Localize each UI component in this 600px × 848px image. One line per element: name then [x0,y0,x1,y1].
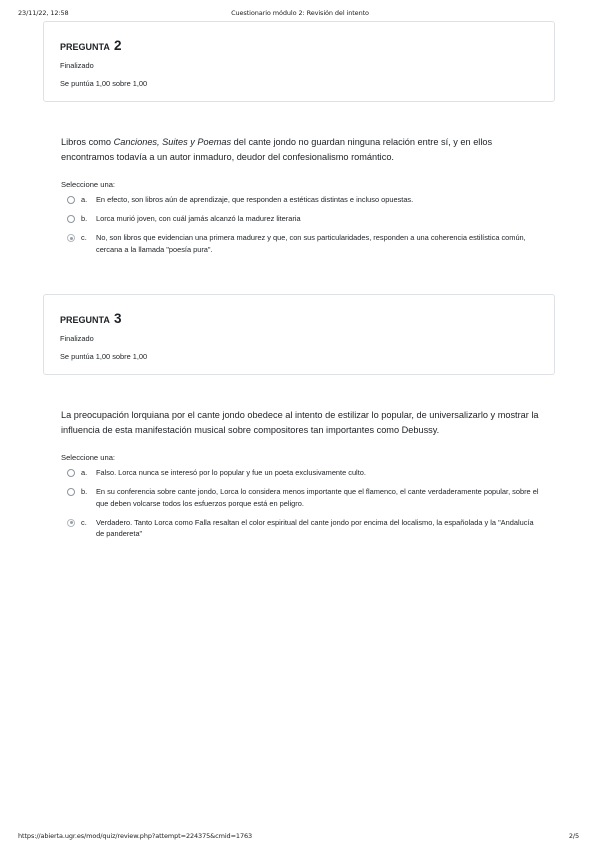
option-letter: c. [81,233,87,242]
print-url: https://abierta.ugr.es/mod/quiz/review.php?attempt=224375&cmid=1763 [18,832,253,840]
question-score: Se puntúa 1,00 sobre 1,00 [60,79,148,88]
option-letter: b. [81,487,88,496]
question-text [61,135,539,164]
question-2-title [60,38,538,53]
question-text-part: Libros como [61,137,114,147]
option-text: No, son libros que evidencian una primera madurez y que, con sus particularidades, responden a una coherencia estilística común, cercana a la llamada "poesía pura". [96,233,526,254]
option-text: Verdadero. Tanto Lorca como Falla resaltan el color espiritual del cante jondo por encima del localismo, la españolada y la "Andalucía de pandereta" [96,517,534,538]
option-letter: b. [81,214,88,223]
select-prompt: Seleccione una: [61,180,116,189]
radio-button[interactable] [67,196,75,204]
question-status: Finalizado [60,61,94,70]
question-text: La preocupación lorquiana por el cante jondo obedece al intento de estilizar lo popular, de universalizarlo y mostrar la influencia de esta manifestación musical sobre compositores tan importantes como Debussy. [61,410,539,435]
print-datetime: 23/11/22, 12:58 [18,9,69,17]
option-text: En su conferencia sobre cante jondo, Lorca lo considera menos importante que el flamenco, el cante verdaderamente popular, sobre el que deben volcarse todos los esfuerzos porque está en peligro. [96,487,539,508]
radio-button-selected[interactable] [67,234,75,242]
radio-button[interactable] [67,488,75,496]
answer-option-b[interactable] [61,213,539,225]
answer-option-a[interactable] [61,467,539,479]
answer-options [61,467,539,540]
question-3-title [60,311,538,326]
answer-option-c[interactable] [61,232,539,255]
radio-button[interactable] [67,469,75,477]
option-text: Lorca murió joven, con cuál jamás alcanzó la madurez literaria [96,214,301,223]
answer-options [61,194,539,255]
question-status: Finalizado [60,334,94,343]
question-score: Se puntúa 1,00 sobre 1,00 [60,352,148,361]
question-text-part: del cante jondo no guardan ninguna relación entre sí, y en ellos encontramos todavía a un autor inmaduro, deudor del confesionalismo romántico. [61,137,493,162]
question-3-info-card [43,294,555,375]
radio-button[interactable] [67,215,75,223]
option-text: Falso. Lorca nunca se interesó por lo popular y fue un poeta exclusivamente culto. [96,468,366,477]
answer-option-c[interactable] [61,517,539,540]
question-number: 2 [114,38,122,53]
question-label: PREGUNTA [60,42,110,52]
radio-button-selected[interactable] [67,519,75,527]
option-letter: a. [81,468,88,477]
question-3-content [61,408,539,547]
print-page-title: Cuestionario módulo 2: Revisión del intento [231,9,369,17]
question-number: 3 [114,311,122,326]
select-prompt: Seleccione una: [61,453,116,462]
print-page-number: 2/5 [568,832,579,840]
answer-option-a[interactable] [61,194,539,206]
answer-option-b[interactable] [61,486,539,509]
option-letter: a. [81,195,88,204]
question-text-emphasis: Canciones, Suites y Poemas [113,137,232,147]
question-label: PREGUNTA [60,315,110,325]
question-2-info-card [43,21,555,102]
option-text: En efecto, son libros aún de aprendizaje, que responden a estéticas distintas e incluso opuestas. [96,195,414,204]
question-2-content [61,135,539,263]
option-letter: c. [81,517,87,527]
